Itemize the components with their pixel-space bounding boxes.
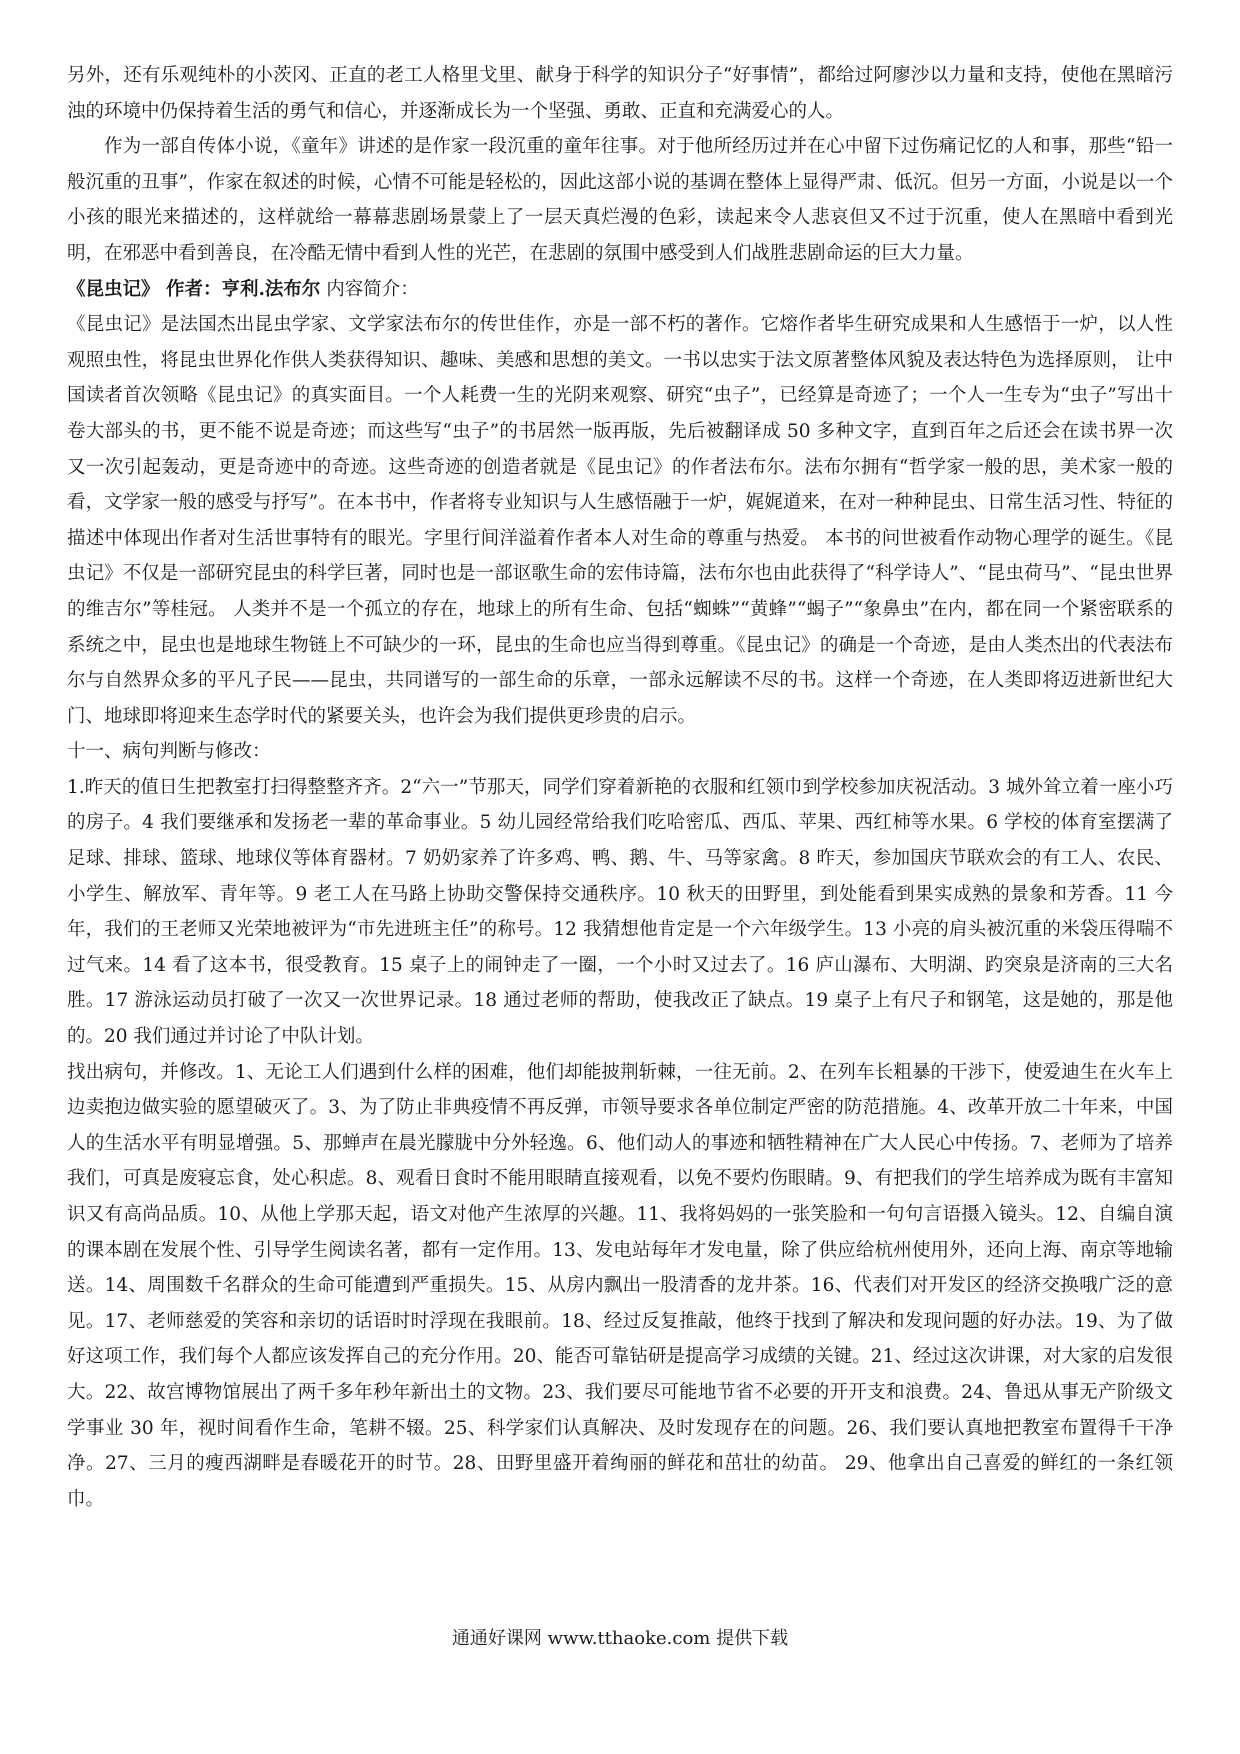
page-footer: 通通好课网 www.tthaoke.com 提供下载	[451, 1628, 789, 1649]
sentences-group-one: 1.昨天的值日生把教室打扫得整整齐齐。2“六一”节那天，同学们穿着新艳的衣服和红领巾到学校参加庆祝活动。3 城外耸立着一座小巧的房子。4 我们要继承和发扬老一辈的革命事业。5 幼儿园经常给我们吃哈密瓜、西瓜、苹果、西红柿等水果。6 学校的体育室摆满了足球、排球、篮球、地球仪等体育器材。7 奶奶家养了许多鸡、鸭、鹅、牛、马等家禽。8 昨天，参加国庆节联欢会的有工人、农民、小学生、解放军、青年等。9 老工人在马路上协助交警保持交通秩序。10 秋天的田野里，到处能看到果实成熟的景象和芳香。11 今年，我们的王老师又光荣地被评为“市先进班主任”的称号。12 我猜想他肯定是一个六年级学生。13 小亮的肩头被沉重的米袋压得喘不过气来。14 看了这本书，很受教育。15 桌子上的闹钟走了一圈，一个小时又过去了。16 庐山瀑布、大明湖、趵突泉是济南的三大名胜。17 游泳运动员打破了一次又一次世界记录。18 通过老师的帮助，使我改正了缺点。19 桌子上有尺子和钢笔，这是她的，那是他的。20 我们通过并讨论了中队计划。	[67, 776, 1173, 1048]
section-eleven-title: 十一、病句判断与修改：	[67, 741, 271, 763]
sentences-group-two: 找出病句，并修改。1、无论工人们遇到什么样的困难，他们却能披荆斩棘，一往无前。2、在列车长粗暴的干涉下，使爱迪生在火车上边卖抱边做实验的愿望破灭了。3、为了防止非典疫情不再反弹，市领导要求各单位制定严密的防范措施。4、改革开放二十年来，中国人的生活水平有明显增强。5、那蝉声在晨光朦胧中分外轻逸。6、他们动人的事迹和牺牲精神在广大人民心中传扬。7、老师为了培养我们，可真是废寝忘食，处心积虑。8、观看日食时不能用眼睛直接观看，以免不要灼伤眼睛。9、有把我们的学生培养成为既有丰富知识又有高尚品质。10、从他上学那天起，语文对他产生浓厚的兴趣。11、我将妈妈的一张笑脸和一句句言语摄入镜头。12、自编自演的课本剧在发展个性、引导学生阅读名著，都有一定作用。13、发电站每年才发电量，除了供应给杭州使用外，还向上海、南京等地输送。14、周围数千名群众的生命可能遭到严重损失。15、从房内飘出一股清香的龙井茶。16、代表们对开发区的经济交换哦广泛的意见。17、老师慈爱的笑容和亲切的话语时时浮现在我眼前。18、经过反复推敲，他终于找到了解决和发现问题的好办法。19、为了做好这项工作，我们每个人都应该发挥自己的充分作用。20、能否可靠钻研是提高学习成绩的关键。21、经过这次讲课，对大家的启发很大。22、故宫博物馆展出了两千多年秒年新出土的文物。23、我们要尽可能地节省不必要的开开支和浪费。24、鲁迅从事无产阶级文学事业 30 年，视时间看作生命，笔耕不辍。25、科学家们认真解决、及时发现存在的问题。26、我们要认真地把教室布置得千干净净。27、三月的瘦西湖畔是春暖花开的时节。28、田野里盛开着绚丽的鲜花和茁壮的幼苗。 29、他拿出自己喜爱的鲜红的一条红领巾。	[67, 1061, 1173, 1510]
intro-paragraph: 另外，还有乐观纯朴的小茨冈、正直的老工人格里戈里、献身于科学的知识分子“好事情”，都给过阿廖沙以力量和支持，使他在黑暗污浊的环境中仍保持着生活的勇气和信心，并逐渐成长为一个坚强、勇敢、正直和充满爱心的人。	[67, 65, 1173, 122]
childhood-paragraph: 作为一部自传体小说，《童年》讲述的是作家一段沉重的童年往事。对于他所经历过并在心中留下过伤痛记忆的人和事，那些“铅一般沉重的丑事”，作家在叙述的时候，心情不可能是轻松的，因此这部小说的基调在整体上显得严肃、低沉。但另一方面，小说是以一个小孩的眼光来描述的，这样就给一幕幕悲剧场景蒙上了一层天真烂漫的色彩，读起来令人悲哀但又不过于沉重，使人在黑暗中看到光明，在邪恶中看到善良，在冷酷无情中看到人性的光芒，在悲剧的氛围中感受到人们战胜悲剧命运的巨大力量。	[67, 136, 1173, 264]
document-body	[67, 58, 1173, 1517]
insects-heading-title: 《昆虫记》 作者：亨利.法布尔	[67, 278, 321, 300]
insects-heading-subtitle: 内容简介：	[320, 278, 419, 300]
insects-paragraph: 《昆虫记》是法国杰出昆虫学家、文学家法布尔的传世佳作，亦是一部不朽的著作。它熔作者毕生研究成果和人生感悟于一炉，以人性观照虫性，将昆虫世界化作供人类获得知识、趣味、美感和思想的美文。一书以忠实于法文原著整体风貌及表达特色为选择原则， 让中国读者首次领略《昆虫记》的真实面目。一个人耗费一生的光阴来观察、研究“虫子”，已经算是奇迹了；一个人一生专为“虫子”写出十卷大部头的书，更不能不说是奇迹；而这些写“虫子”的书居然一版再版，先后被翻译成 50 多种文字，直到百年之后还会在读书界一次又一次引起轰动，更是奇迹中的奇迹。这些奇迹的创造者就是《昆虫记》的作者法布尔。法布尔拥有“哲学家一般的思，美术家一般的看，文学家一般的感受与抒写”。在本书中，作者将专业知识与人生感悟融于一炉，娓娓道来，在对一种种昆虫、日常生活习性、特征的描述中体现出作者对生活世事特有的眼光。字里行间洋溢着作者本人对生命的尊重与热爱。 本书的问世被看作动物心理学的诞生。《昆虫记》不仅是一部研究昆虫的科学巨著，同时也是一部讴歌生命的宏伟诗篇，法布尔也由此获得了“科学诗人”、“昆虫荷马”、“昆虫世界的维吉尔”等桂冠。 人类并不是一个孤立的存在，地球上的所有生命、包括“蜘蛛”“黄蜂”“蝎子”“象鼻虫”在内，都在同一个紧密联系的系统之中，昆虫也是地球生物链上不可缺少的一环，昆虫的生命也应当得到尊重。《昆虫记》的确是一个奇迹，是由人类杰出的代表法布尔与自然界众多的平凡子民——昆虫，共同谱写的一部生命的乐章，一部永远解读不尽的书。这样一个奇迹，在人类即将迈进新世纪大门、地球即将迎来生态学时代的紧要关头，也许会为我们提供更珍贵的启示。	[67, 314, 1173, 727]
insects-heading	[67, 272, 1173, 308]
